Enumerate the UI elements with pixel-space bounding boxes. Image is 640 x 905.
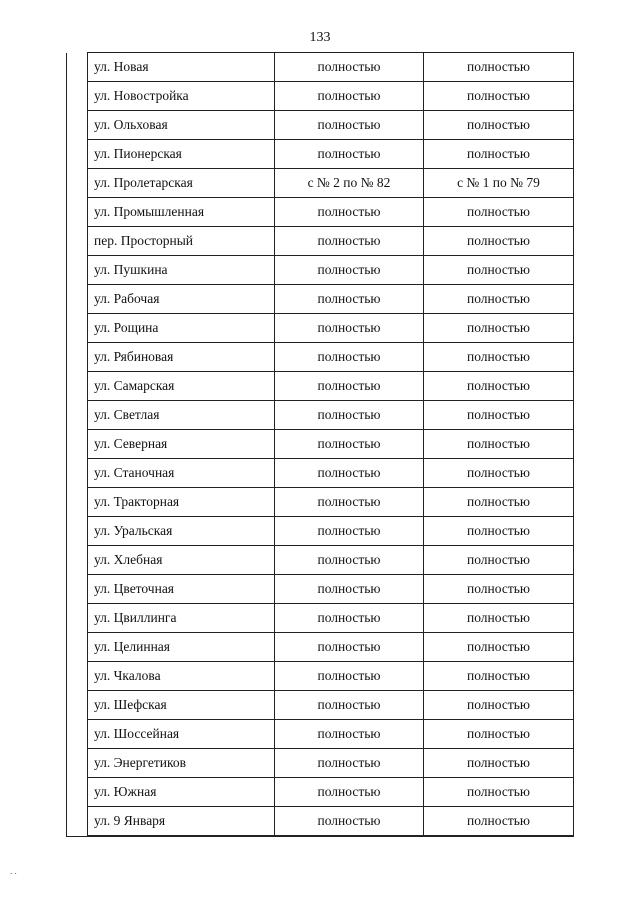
row-index-cell xyxy=(67,285,88,314)
table-row xyxy=(67,53,574,82)
house-range-cell-1: полностью xyxy=(275,662,424,691)
table-row xyxy=(67,401,574,430)
house-range-cell-2: полностью xyxy=(424,749,574,778)
house-range-cell-2: полностью xyxy=(424,633,574,662)
table-row xyxy=(67,343,574,372)
house-range-cell-1: полностью xyxy=(275,372,424,401)
row-index-cell xyxy=(67,517,88,546)
row-index-cell xyxy=(67,227,88,256)
row-index-cell xyxy=(67,198,88,227)
street-name-cell: ул. Самарская xyxy=(88,372,275,401)
house-range-cell-2: полностью xyxy=(424,575,574,604)
house-range-cell-1: полностью xyxy=(275,807,424,836)
table-row xyxy=(67,749,574,778)
house-range-cell-2: с № 1 по № 79 xyxy=(424,169,574,198)
street-name-cell: ул. Уральская xyxy=(88,517,275,546)
street-name-cell: ул. Рябиновая xyxy=(88,343,275,372)
street-name-cell: ул. Южная xyxy=(88,778,275,807)
table-row xyxy=(67,140,574,169)
house-range-cell-2: полностью xyxy=(424,691,574,720)
street-name-cell: ул. Промышленная xyxy=(88,198,275,227)
street-name-cell: ул. Светлая xyxy=(88,401,275,430)
house-range-cell-2: полностью xyxy=(424,53,574,82)
house-range-cell-2: полностью xyxy=(424,140,574,169)
house-range-cell-1: полностью xyxy=(275,604,424,633)
table-row xyxy=(67,111,574,140)
street-name-cell: пер. Просторный xyxy=(88,227,275,256)
house-range-cell-1: полностью xyxy=(275,256,424,285)
house-range-cell-2: полностью xyxy=(424,227,574,256)
table-row xyxy=(67,488,574,517)
house-range-cell-1: полностью xyxy=(275,546,424,575)
table-row xyxy=(67,720,574,749)
row-index-cell xyxy=(67,169,88,198)
row-index-cell xyxy=(67,82,88,111)
house-range-cell-2: полностью xyxy=(424,662,574,691)
house-range-cell-1: полностью xyxy=(275,285,424,314)
house-range-cell-1: полностью xyxy=(275,749,424,778)
street-name-cell: ул. Шефская xyxy=(88,691,275,720)
house-range-cell-2: полностью xyxy=(424,430,574,459)
table-row xyxy=(67,807,574,836)
street-table-body xyxy=(67,53,574,836)
page-number: 133 xyxy=(309,30,331,45)
row-index-cell xyxy=(67,430,88,459)
street-name-cell: ул. Хлебная xyxy=(88,546,275,575)
table-row xyxy=(67,256,574,285)
row-index-cell xyxy=(67,662,88,691)
street-name-cell: ул. Пионерская xyxy=(88,140,275,169)
house-range-cell-1: полностью xyxy=(275,430,424,459)
table-row xyxy=(67,517,574,546)
house-range-cell-2: полностью xyxy=(424,256,574,285)
street-name-cell: ул. Энергетиков xyxy=(88,749,275,778)
row-index-cell xyxy=(67,459,88,488)
house-range-cell-1: полностью xyxy=(275,691,424,720)
street-name-cell: ул. Целинная xyxy=(88,633,275,662)
table-row xyxy=(67,430,574,459)
street-name-cell: ул. Шоссейная xyxy=(88,720,275,749)
street-name-cell: ул. Северная xyxy=(88,430,275,459)
street-name-cell: ул. Цветочная xyxy=(88,575,275,604)
table-row xyxy=(67,82,574,111)
table-row xyxy=(67,691,574,720)
house-range-cell-2: полностью xyxy=(424,517,574,546)
street-name-cell: ул. Рабочая xyxy=(88,285,275,314)
table-row xyxy=(67,285,574,314)
house-range-cell-2: полностью xyxy=(424,807,574,836)
house-range-cell-1: полностью xyxy=(275,459,424,488)
house-range-cell-1: полностью xyxy=(275,575,424,604)
street-name-cell: ул. Новостройка xyxy=(88,82,275,111)
table-row xyxy=(67,227,574,256)
table-row xyxy=(67,459,574,488)
house-range-cell-2: полностью xyxy=(424,111,574,140)
house-range-cell-2: полностью xyxy=(424,401,574,430)
house-range-cell-1: полностью xyxy=(275,82,424,111)
house-range-cell-2: полностью xyxy=(424,459,574,488)
house-range-cell-1: полностью xyxy=(275,111,424,140)
row-index-cell xyxy=(67,488,88,517)
house-range-cell-2: полностью xyxy=(424,343,574,372)
house-range-cell-1: полностью xyxy=(275,488,424,517)
house-range-cell-2: полностью xyxy=(424,488,574,517)
house-range-cell-1: полностью xyxy=(275,401,424,430)
row-index-cell xyxy=(67,372,88,401)
row-index-cell xyxy=(67,749,88,778)
table-row xyxy=(67,633,574,662)
street-name-cell: ул. Рощина xyxy=(88,314,275,343)
house-range-cell-2: полностью xyxy=(424,604,574,633)
house-range-cell-1: полностью xyxy=(275,314,424,343)
house-range-cell-1: полностью xyxy=(275,227,424,256)
row-index-cell xyxy=(67,604,88,633)
house-range-cell-2: полностью xyxy=(424,778,574,807)
house-range-cell-1: полностью xyxy=(275,53,424,82)
house-range-cell-1: полностью xyxy=(275,517,424,546)
street-name-cell: ул. Пушкина xyxy=(88,256,275,285)
house-range-cell-2: полностью xyxy=(424,198,574,227)
house-range-cell-1: полностью xyxy=(275,140,424,169)
house-range-cell-2: полностью xyxy=(424,82,574,111)
street-name-cell: ул. Тракторная xyxy=(88,488,275,517)
house-range-cell-2: полностью xyxy=(424,285,574,314)
row-index-cell xyxy=(67,314,88,343)
table-row xyxy=(67,575,574,604)
row-index-cell xyxy=(67,691,88,720)
row-index-cell xyxy=(67,546,88,575)
street-name-cell: ул. Пролетарская xyxy=(88,169,275,198)
row-index-cell xyxy=(67,256,88,285)
house-range-cell-2: полностью xyxy=(424,372,574,401)
street-table xyxy=(66,52,574,836)
street-name-cell: ул. Ольховая xyxy=(88,111,275,140)
row-index-cell xyxy=(67,633,88,662)
street-name-cell: ул. Цвиллинга xyxy=(88,604,275,633)
street-name-cell: ул. Станочная xyxy=(88,459,275,488)
table-row xyxy=(67,604,574,633)
table-row xyxy=(67,546,574,575)
street-name-cell: ул. Новая xyxy=(88,53,275,82)
row-index-cell xyxy=(67,401,88,430)
row-index-cell xyxy=(67,807,88,836)
street-name-cell: ул. 9 Января xyxy=(88,807,275,836)
house-range-cell-2: полностью xyxy=(424,720,574,749)
table-row xyxy=(67,778,574,807)
scan-mark: . . xyxy=(10,866,17,876)
house-range-cell-1: полностью xyxy=(275,343,424,372)
table-row xyxy=(67,372,574,401)
table-row xyxy=(67,169,574,198)
table-row xyxy=(67,662,574,691)
row-index-cell xyxy=(67,575,88,604)
table-row xyxy=(67,198,574,227)
house-range-cell-1: с № 2 по № 82 xyxy=(275,169,424,198)
row-index-cell xyxy=(67,778,88,807)
street-name-cell: ул. Чкалова xyxy=(88,662,275,691)
house-range-cell-1: полностью xyxy=(275,720,424,749)
row-index-cell xyxy=(67,140,88,169)
row-index-cell xyxy=(67,720,88,749)
table-row xyxy=(67,314,574,343)
row-index-cell xyxy=(67,343,88,372)
house-range-cell-2: полностью xyxy=(424,314,574,343)
house-range-cell-1: полностью xyxy=(275,633,424,662)
row-index-cell xyxy=(67,53,88,82)
row-index-cell xyxy=(67,111,88,140)
house-range-cell-1: полностью xyxy=(275,198,424,227)
street-table-wrapper xyxy=(66,52,574,836)
house-range-cell-2: полностью xyxy=(424,546,574,575)
house-range-cell-1: полностью xyxy=(275,778,424,807)
